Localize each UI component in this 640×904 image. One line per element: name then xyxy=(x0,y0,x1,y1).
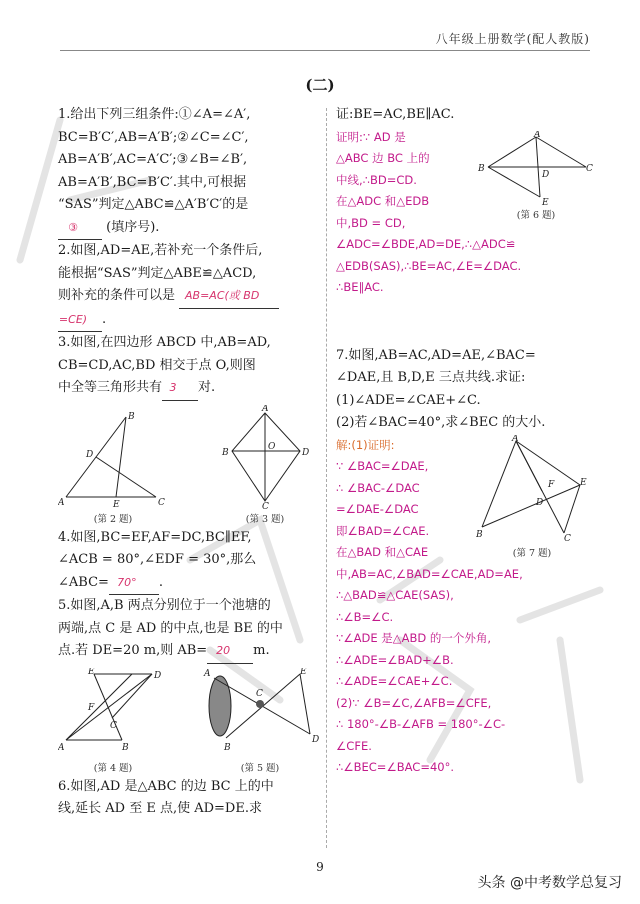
pond-shape xyxy=(209,676,231,736)
left-column xyxy=(58,104,320,821)
question-5-line: 5.如图,A,B 两点分别位于一个池塘的 xyxy=(58,598,271,613)
figure-6-label: D xyxy=(542,169,550,180)
question-1-line: “SAS”判定△ABC≌△A′B′C′的是 xyxy=(58,197,249,212)
figure-5-label: E xyxy=(300,667,307,677)
question-5-answer: 20 xyxy=(207,640,253,664)
figure-3-label: O xyxy=(268,441,276,452)
figure-4-label: D xyxy=(154,670,162,681)
figure-7-caption: (第 7 题) xyxy=(512,547,552,559)
question-2-prefix: 则补充的条件可以是 xyxy=(58,288,176,303)
figure-4-drawing xyxy=(58,668,168,758)
solution-line: △EDB(SAS),∴BE=AC,∠E=∠DAC. xyxy=(336,258,522,273)
question-3 xyxy=(58,332,320,401)
figure-2-label: D xyxy=(86,449,94,460)
figure-5-caption: (第 5 题) xyxy=(240,762,280,774)
figure-3 xyxy=(220,405,310,527)
figure-2-label: E xyxy=(113,499,120,509)
figure-4-label: E xyxy=(88,667,95,677)
solution-line: ∵ ∠BAC=∠DAE, xyxy=(336,459,429,473)
solution-line: △ABC 边 BC 上的 xyxy=(336,151,430,165)
question-3-answer: 3 xyxy=(162,377,198,401)
figure-7-label: E xyxy=(580,477,587,488)
figure-7-label: C xyxy=(564,533,571,543)
solution-line: ∴ 180°-∠B-∠AFB = 180°-∠C- xyxy=(336,717,506,731)
figures-2-3 xyxy=(58,405,320,527)
figure-6-label: B xyxy=(478,163,485,174)
figure-7 xyxy=(476,435,588,566)
figure-3-label: C xyxy=(262,501,269,509)
figure-7-label: B xyxy=(476,529,483,540)
question-7-line: (2)若∠BAC=40°,求∠BEC 的大小. xyxy=(336,415,546,430)
figure-4-label: C xyxy=(110,720,117,731)
figure-5-label: D xyxy=(312,734,320,745)
question-4-line: ∠ACB = 80°,∠EDF = 30°,那么 xyxy=(58,552,257,567)
column-divider xyxy=(326,108,327,848)
figure-4-caption: (第 4 题) xyxy=(93,762,133,774)
site-watermark: 头条 @中考数学总复习 xyxy=(477,875,622,891)
question-5-prefix: 点.若 DE=20 m,则 AB= xyxy=(58,643,208,658)
figure-2-drawing xyxy=(58,405,168,509)
solution-line: ∴∠ADE=∠BAD+∠B. xyxy=(336,652,454,667)
question-4-line: 4.如图,BC=EF,AF=DC,BC∥EF, xyxy=(58,529,252,545)
figure-3-drawing xyxy=(220,405,310,509)
figure-5 xyxy=(200,668,320,776)
figure-3-label: D xyxy=(302,447,310,458)
figure-5-label: A xyxy=(204,668,211,679)
question-5-line: 两端,点 C 是 AD 的中点,也是 BE 的中 xyxy=(58,620,283,636)
page-number: 9 xyxy=(316,860,324,874)
page-header: 八年级上册数学(配人教版) xyxy=(435,32,590,46)
figure-5-label: C xyxy=(256,688,263,699)
question-1-line: BC=B′C′,AB=A′B′;②∠C=∠C′, xyxy=(58,129,249,145)
figure-5-drawing xyxy=(200,668,320,758)
figure-2-caption: (第 2 题) xyxy=(93,513,133,525)
solution-line: ∴∠BEC=∠BAC=40°. xyxy=(336,760,455,774)
solution-line: 中,AB=AC,∠BAD=∠CAE,AD=AE, xyxy=(336,566,523,581)
solution-label: 解:(1)证明: xyxy=(336,437,395,452)
question-4-tail: . xyxy=(158,574,164,590)
figure-6 xyxy=(478,131,594,228)
question-4 xyxy=(58,527,320,596)
solution-line: 中,BD = CD, xyxy=(336,215,406,230)
question-1-line: 1.给出下列三组条件:①∠A=∠A′, xyxy=(58,107,251,122)
solution-line: (2)∵ ∠B=∠C,∠AFB=∠CFE, xyxy=(336,695,492,710)
solution-line: 在△BAD 和△CAE xyxy=(336,545,429,559)
figure-6-label: E xyxy=(542,197,549,205)
question-7 xyxy=(336,345,594,435)
figure-4-label: A xyxy=(58,742,65,753)
figure-6-label: C xyxy=(586,163,593,174)
question-3-prefix: 中全等三角形共有 xyxy=(58,380,163,395)
question-2-answer-1: AB=AC(或 BD xyxy=(179,285,279,309)
question-1 xyxy=(58,104,320,240)
figure-7-label: D xyxy=(536,497,544,508)
question-1-tail: (填序号). xyxy=(106,219,160,235)
right-column xyxy=(336,104,594,779)
question-6 xyxy=(58,776,320,821)
solution-line: 中线,∴BD=CD. xyxy=(336,172,417,187)
question-2-line: 能根据“SAS”判定△ABE≌△ACD, xyxy=(58,265,257,281)
question-1-line: AB=A′B′,AC=A′C′;③∠B=∠B′, xyxy=(58,152,248,167)
solution-line: 即∠BAD=∠CAE. xyxy=(336,523,430,538)
section-title: (二) xyxy=(305,76,335,94)
solution-line: 证明:∵ AD 是 xyxy=(336,129,406,144)
question-2 xyxy=(58,240,320,332)
figure-3-caption: (第 3 题) xyxy=(245,513,285,525)
solution-line: ∠CFE. xyxy=(336,738,372,753)
question-2-line: 2.如图,AD=AE,若补充一个条件后, xyxy=(58,243,263,258)
figure-6-caption: (第 6 题) xyxy=(516,209,556,221)
question-4-answer: 70° xyxy=(109,572,159,596)
figure-2-label: A xyxy=(58,497,65,508)
figure-4-label: B xyxy=(122,742,129,753)
figure-6-label: A xyxy=(534,130,541,140)
question-3-line: CB=CD,AC,BD 相交于点 O,则图 xyxy=(58,357,256,373)
question-5-tail: m. xyxy=(253,643,270,658)
figure-7-label: F xyxy=(548,479,555,490)
solution-line: ∴∠ADE=∠CAE+∠C. xyxy=(336,674,453,688)
figures-4-5 xyxy=(58,668,320,776)
figure-2-label: C xyxy=(158,497,165,508)
question-7-line: ∠DAE,且 B,D,E 三点共线.求证: xyxy=(336,370,526,385)
question-6-line: 6.如图,AD 是△ABC 的边 BC 上的中 xyxy=(58,778,274,794)
figure-7-label: A xyxy=(512,434,519,444)
solution-line: 在△ADC 和△EDB xyxy=(336,194,430,208)
solution-line: =∠DAE-∠DAC xyxy=(336,502,419,516)
figure-7-drawing xyxy=(476,435,588,543)
solution-line: ∵∠ADE 是△ABD 的一个外角, xyxy=(336,631,492,645)
question-7-line: 7.如图,AB=AC,AD=AE,∠BAC= xyxy=(336,347,536,363)
question-4-prefix: ∠ABC= xyxy=(58,574,109,590)
header-rule xyxy=(60,50,590,51)
question-1-answer: ③ xyxy=(58,217,102,241)
figure-3-label: A xyxy=(262,404,269,414)
figure-2-label: B xyxy=(128,411,135,422)
question-3-line: 3.如图,在四边形 ABCD 中,AB=AD, xyxy=(58,335,271,350)
question-6-solution-block xyxy=(336,127,594,305)
question-6-line: 线,延长 AD 至 E 点,使 AD=DE.求 xyxy=(58,801,262,816)
point-c-marker xyxy=(256,700,264,708)
figure-3-label: B xyxy=(222,447,229,458)
question-6-line: 证:BE=AC,BE∥AC. xyxy=(336,107,455,122)
question-5 xyxy=(58,595,320,664)
question-7-line: (1)∠ADE=∠CAE+∠C. xyxy=(336,392,481,408)
question-3-tail: 对. xyxy=(198,380,216,395)
question-2-tail: . xyxy=(102,311,107,327)
solution-line: ∴BE∥AC. xyxy=(336,280,384,294)
figure-2 xyxy=(58,405,168,527)
figure-5-label: B xyxy=(224,742,231,753)
question-1-line: AB=A′B′,BC=B′C′.其中,可根据 xyxy=(58,174,247,190)
solution-line: ∴ ∠BAC-∠DAC xyxy=(336,480,420,495)
figure-4-label: F xyxy=(88,702,95,713)
figure-4 xyxy=(58,668,168,776)
solution-line: ∠ADC=∠BDE,AD=DE,∴△ADC≌ xyxy=(336,237,516,251)
solution-line: ∴∠B=∠C. xyxy=(336,609,394,624)
figure-6-drawing xyxy=(478,131,594,205)
solution-line: ∴△BAD≌△CAE(SAS), xyxy=(336,588,454,602)
question-7-solution-block xyxy=(336,435,594,779)
question-2-answer-2: =CE) xyxy=(58,309,102,333)
